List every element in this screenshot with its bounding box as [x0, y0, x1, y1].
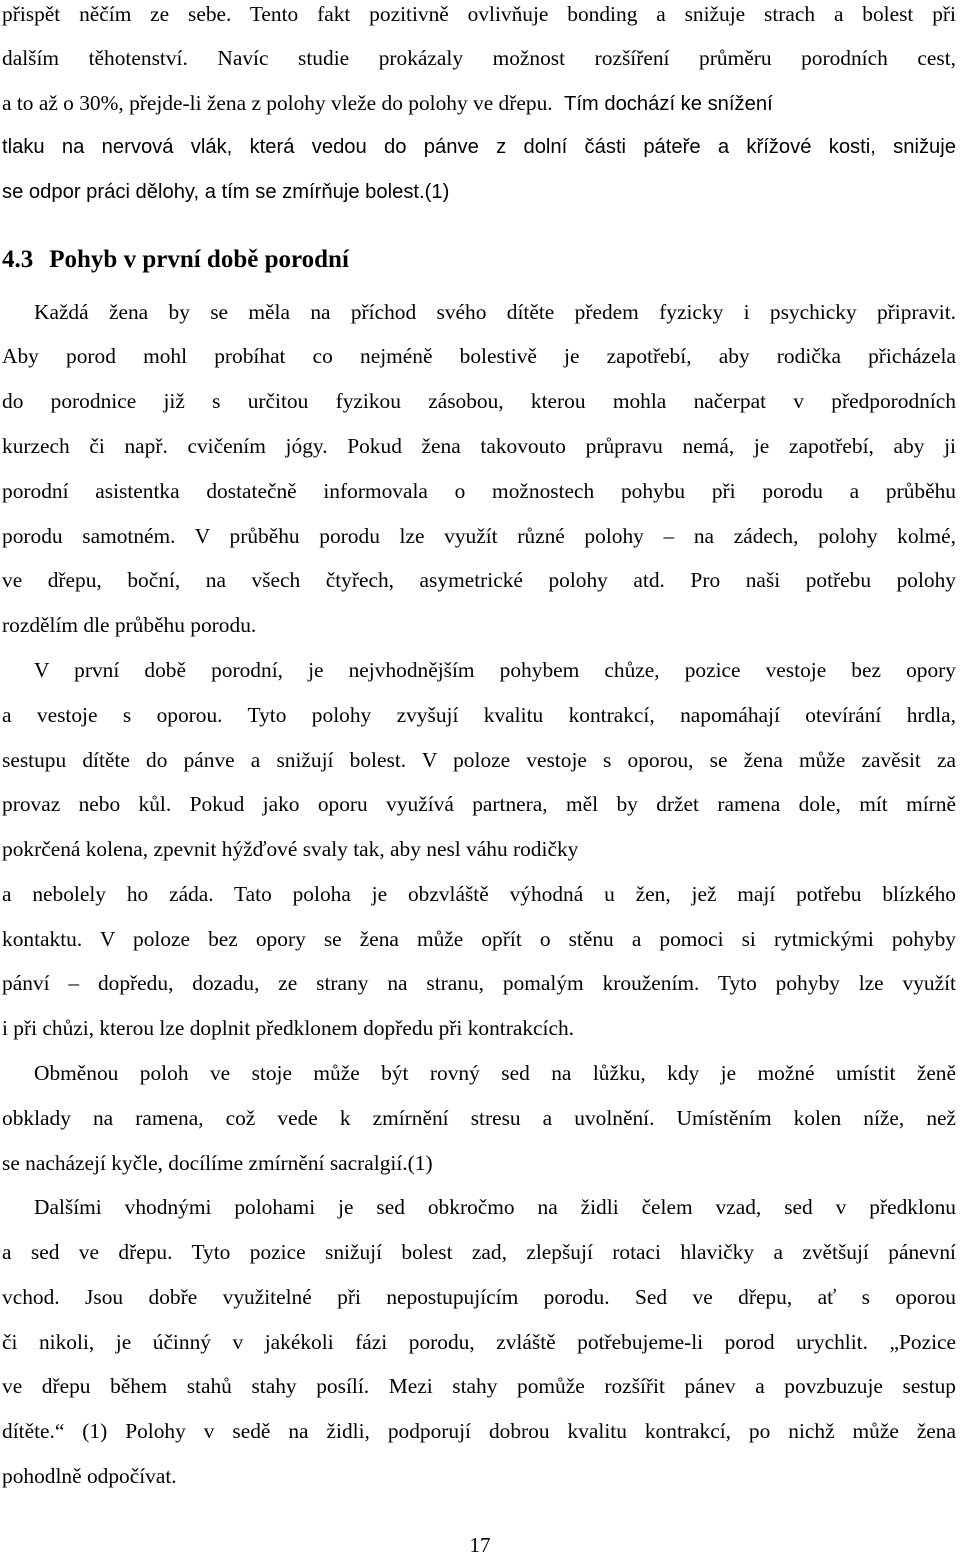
section-number: 4.3	[2, 246, 34, 273]
text-line: Každá žena by se měla na příchod svého dítěte předem fyzicky i psychicky připravit.	[34, 300, 956, 324]
text-line: Dalšími vhodnými polohami je sed obkročmo na židli čelem vzad, sed v předklonu	[34, 1195, 956, 1219]
text-line: vchod. Jsou dobře využitelné při nepostupujícím porodu. Sed ve dřepu, ať s oporou	[2, 1285, 956, 1309]
text-segment: Tím dochází ke snížení	[563, 93, 773, 115]
text-line: ve dřepu během stahů stahy posílí. Mezi stahy pomůže rozšířit pánev a povzbuzuje sestup	[2, 1374, 956, 1398]
text-line: porodu samotném. V průběhu porodu lze využít různé polohy – na zádech, polohy kolmé,	[2, 524, 956, 548]
text-line: kurzech či např. cvičením jógy. Pokud žena takovouto průpravu nemá, je zapotřebí, aby ji	[2, 434, 956, 458]
text-line: a nebolely ho záda. Tato poloha je obzvláště výhodná u žen, jež mají potřebu blízkého	[2, 882, 956, 906]
section-title: Pohyb v první době porodní	[49, 246, 349, 273]
text-line: V první době porodní, je nejvhodnějším pohybem chůze, pozice vestoje bez opory	[34, 658, 956, 682]
text-segment: a to až o 30%, přejde-li žena z polohy vleže do polohy ve dřepu.	[2, 91, 553, 115]
text-line: porodní asistentka dostatečně informovala o možnostech pohybu při porodu a průběhu	[2, 479, 956, 503]
text-line: i při chůzi, kterou lze doplnit předklonem dopředu při kontrakcích.	[2, 1016, 575, 1040]
text-line: se odpor práci dělohy, a tím se zmírňuje bolest.(1)	[2, 181, 450, 203]
text-line: dalším těhotenství. Navíc studie prokázaly možnost rozšíření průměru porodních cest,	[2, 46, 956, 70]
text-line: přispět něčím ze sebe. Tento fakt pozitivně ovlivňuje bonding a snižuje strach a bolest při	[2, 2, 956, 26]
page-number: 17	[469, 1533, 491, 1557]
text-line: se nacházejí kyčle, docílíme zmírnění sacralgií.(1)	[2, 1151, 433, 1175]
text-line: rozdělím dle průběhu porodu.	[2, 613, 257, 637]
text-line: Aby porod mohl probíhat co nejméně bolestivě je zapotřebí, aby rodička přicházela	[2, 344, 956, 368]
text-line: pánví – dopředu, dozadu, ze strany na stranu, pomalým kroužením. Tyto pohyby lze využít	[2, 971, 956, 995]
text-line: či nikoli, je účinný v jakékoli fázi porodu, zvláště potřebujeme-li porod urychlit. „Pozice	[2, 1330, 956, 1354]
text-line: obklady na ramena, což vede k zmírnění stresu a uvolnění. Umístěním kolen níže, než	[2, 1106, 956, 1130]
text-line: a sed ve dřepu. Tyto pozice snižují bolest zad, zlepšují rotaci hlavičky a zvětšují pánevní	[2, 1240, 956, 1264]
text-line: ve dřepu, boční, na všech čtyřech, asymetrické polohy atd. Pro naši potřebu polohy	[2, 568, 956, 592]
text-line: pohodlně odpočívat.	[2, 1464, 177, 1488]
text-line: Obměnou poloh ve stoje může být rovný sed na lůžku, kdy je možné umístit ženě	[34, 1061, 956, 1085]
text-line: kontaktu. V poloze bez opory se žena může opřít o stěnu a pomoci si rytmickými pohyby	[2, 927, 956, 951]
text-line: provaz nebo kůl. Pokud jako oporu využívá partnera, měl by držet ramena dole, mít mírně	[2, 792, 956, 816]
text-line: a vestoje s oporou. Tyto polohy zvyšují kvalitu kontrakcí, napomáhají otevírání hrdla,	[2, 703, 956, 727]
text-line: sestupu dítěte do pánve a snižují bolest. V poloze vestoje s oporou, se žena může zavěsit za	[2, 748, 956, 772]
section-heading	[2, 244, 349, 276]
text-line: pokrčená kolena, zpevnit hýžďové svaly tak, aby nesl váhu rodičky	[2, 837, 579, 861]
text-line: dítěte.“ (1) Polohy v sedě na židli, podporují dobrou kvalitu kontrakcí, po nichž může žena	[2, 1419, 956, 1443]
text-line: tlaku na nervová vlák, která vedou do pánve z dolní části páteře a křížové kosti, snižuje	[2, 136, 956, 158]
text-line	[2, 89, 956, 118]
text-line: do porodnice již s určitou fyzikou zásobou, kterou mohla načerpat v předporodních	[2, 389, 956, 413]
